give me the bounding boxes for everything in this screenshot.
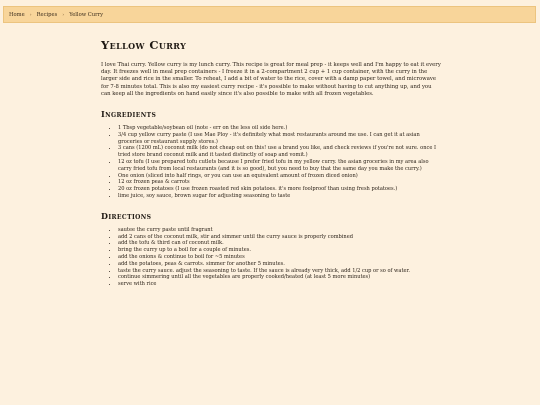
ingredients-list [101, 125, 441, 200]
recipe-intro: I love Thai curry. Yellow curry is my lunch curry. This recipe is great for meal prep - it keeps well and I'm happy to eat it every day. It freezes well in meal prep containers - I freeze it in a 2-compartment 2 cup + 1 cup container, with the curry in the larger side and rice in the smaller. To reheat, I add a bit of water to the rice, cover with a damp paper towel, and microwave for 7-8 minutes total. This is also my easiest curry recipe - it's possible to make without having to cut anything up, and you can keep all the ingredients on hand easily since it's also possible to make with all frozen vegetables. [101, 62, 441, 97]
ingredient-item: • 12 oz tofu (I use prepared tofu cutlets because I prefer fried tofu in my yellow curry. the asian groceries in my area also carry fried tofu from local restaurants (and it is so good), but you need to buy that the same day you make the curry.) [118, 159, 441, 173]
directions-list [101, 227, 441, 288]
ingredient-item: • One onion (sliced into half rings, or you can use an equivalent amount of frozen diced onion) [118, 173, 441, 180]
ingredient-item: • lime juice, soy sauce, brown sugar for adjusting seasoning to taste [118, 193, 441, 200]
direction-step: • continue simmering until all the vegetables are properly cooked/heated (at least 5 more minutes) [118, 274, 441, 281]
ingredient-item: • 3 cans (1200 mL) coconut milk (do not cheap out on this! use a brand you like, and check reviews if you're not sure. once I tried store brand coconut milk and it tasted distinctly of soap and vomit.) [118, 145, 441, 159]
direction-step: • sautee the curry paste until fragrant [118, 227, 441, 234]
direction-step: • serve with rice [118, 281, 441, 288]
direction-step: • add the tofu & third can of coconut milk. [118, 240, 441, 247]
direction-step: • taste the curry sauce. adjust the seasoning to taste. If the sauce is already very thick, add 1/2 cup or so of water. [118, 268, 441, 275]
direction-step: • add the potatoes, peas & carrots. simmer for another 5 minutes. [118, 261, 441, 268]
chevron-right-icon: › [29, 11, 32, 18]
directions-heading: Directions [101, 210, 152, 221]
direction-step: • add the onions & continue to boil for ~5 minutes [118, 254, 441, 261]
ingredients-heading: Ingredients [101, 109, 157, 120]
breadcrumb [3, 6, 536, 23]
direction-step: • add 2 cans of the coconut milk, stir and simmer until the curry sauce is properly combined [118, 234, 441, 241]
breadcrumb-home-link[interactable]: Home [9, 11, 25, 18]
ingredient-item: • 12 oz frozen peas & carrots [118, 179, 441, 186]
chevron-right-icon: › [62, 11, 65, 18]
ingredient-item: • 20 oz frozen potatoes (I use frozen roasted red skin potatoes. it's more foolproof than using fresh potatoes.) [118, 186, 441, 193]
ingredient-item: • 1 Tbsp vegetable/soybean oil (note - err on the less oil side here.) [118, 125, 441, 132]
breadcrumb-recipes-link[interactable]: Recipes [36, 11, 58, 18]
page-title: Yellow Curry [101, 38, 187, 52]
ingredient-item: • 3/4 cup yellow curry paste (I use Mae Ploy - it's definitely what most restaurants around me use. I can get it at asian groceries or restaurant supply stores.) [118, 132, 441, 146]
breadcrumb-current: Yellow Curry [69, 11, 104, 18]
direction-step: • bring the curry up to a boil for a couple of minutes. [118, 247, 441, 254]
recipe-content [101, 38, 441, 288]
